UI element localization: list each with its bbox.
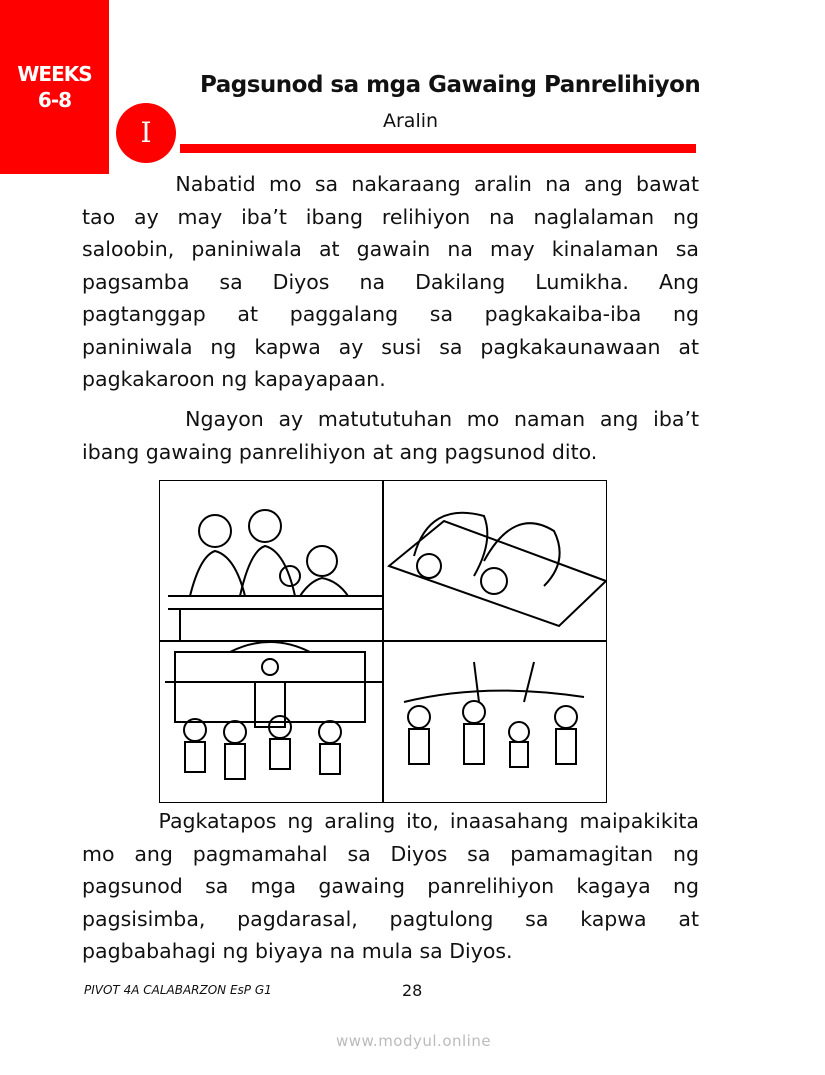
section-letter-badge: I (116, 103, 176, 163)
text-line: mo ang pagmamahal sa Diyos sa pamamagitan ng (82, 841, 699, 866)
text-line: pagkakaroon ng kapayapaan. (82, 367, 386, 391)
paragraph-objectives (82, 805, 699, 968)
helping-others-image (384, 642, 606, 802)
page-number: 28 (402, 981, 423, 1000)
religious-activities-illustration (159, 480, 607, 803)
family-praying-image (160, 481, 382, 640)
header-divider (180, 144, 696, 153)
paragraph-preview (82, 403, 699, 468)
text-line: saloobin, paniniwala at gawain na may kinalaman sa (82, 237, 699, 261)
weeks-badge (0, 0, 109, 174)
weeks-label: WEEKS (17, 62, 92, 86)
text-line: Nabatid mo sa nakaraang aralin na ang bawat (82, 172, 699, 196)
paragraph-intro (82, 168, 699, 396)
church-community-image (160, 642, 382, 802)
text-line: pagsisimba, pagdarasal, pagtulong sa kapwa at (82, 906, 699, 931)
text-line: ibang gawaing panrelihiyon at ang pagsunod dito. (82, 439, 598, 464)
text-line: paniniwala ng kapwa ay susi sa pagkakaunawaan at (82, 334, 699, 359)
text-line: pagsunod sa mga gawaing panrelihiyon kagaya ng (82, 874, 699, 898)
text-line: pagbabahagi ng biyaya na mula sa Diyos. (82, 939, 513, 963)
watermark: www.modyul.online (336, 1032, 492, 1050)
text-line: Ngayon ay matututuhan mo naman ang iba’t (82, 407, 699, 431)
weeks-range: 6-8 (37, 88, 72, 112)
text-line: pagtanggap at paggalang sa pagkakaiba-iba ng (82, 302, 699, 326)
footer-source: PIVOT 4A CALABARZON EsP G1 (84, 983, 272, 997)
muslim-prayer-image (384, 481, 606, 640)
page-title: Pagsunod sa mga Gawaing Panrelihiyon (200, 72, 701, 98)
page-subtitle: Aralin (383, 110, 439, 132)
text-line: tao ay may iba’t ibang relihiyon na naglalaman ng (82, 204, 699, 229)
text-line: Pagkatapos ng araling ito, inaasahang maipakikita (82, 809, 699, 833)
text-line: pagsamba sa Diyos na Dakilang Lumikha. Ang (82, 269, 699, 294)
